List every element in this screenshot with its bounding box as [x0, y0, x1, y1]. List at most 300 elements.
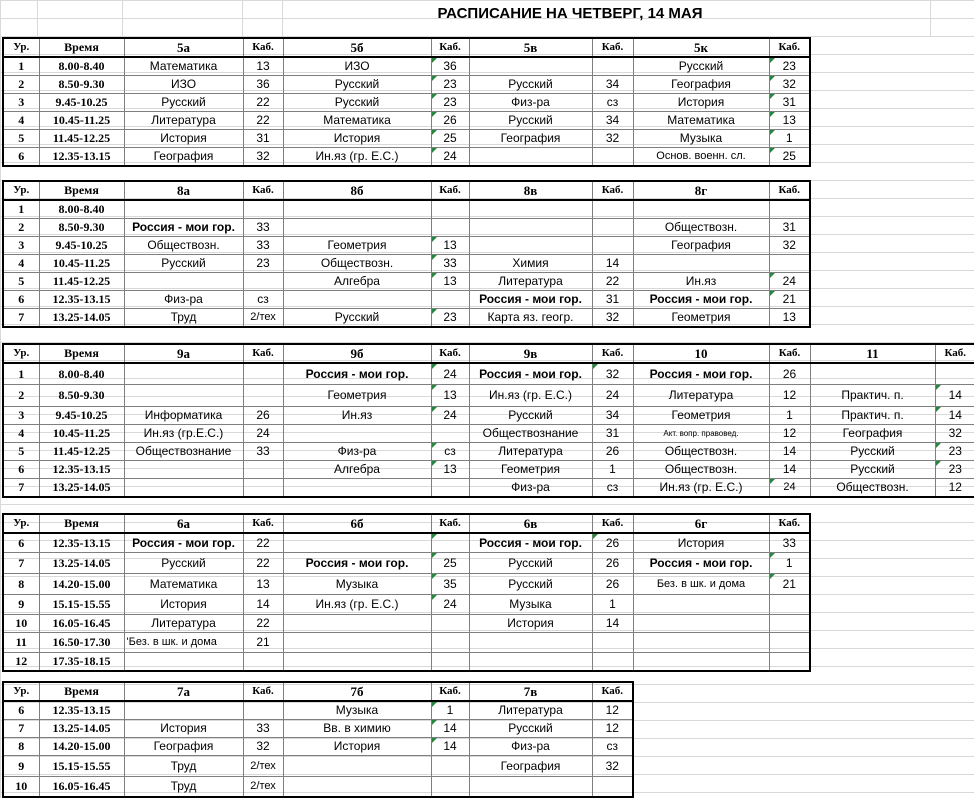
room-cell: 23: [769, 57, 810, 76]
subject-cell: Россия - мои гор.: [469, 533, 592, 553]
schedule-table-grade-6: [2, 513, 811, 672]
class-header: 5в: [469, 38, 592, 57]
room-cell: 33: [243, 219, 283, 237]
subject-cell: Литература: [469, 273, 592, 291]
room-cell: [243, 200, 283, 219]
room-cell: [431, 653, 469, 672]
room-cell: [592, 653, 633, 672]
lesson-number: 2: [3, 219, 39, 237]
room-cell: 22: [243, 94, 283, 112]
room-cell: [431, 200, 469, 219]
room-cell: 33: [243, 720, 283, 738]
subject-cell: Музыка: [633, 130, 769, 148]
subject-cell: [633, 615, 769, 633]
room-cell: 26: [769, 363, 810, 385]
subject-cell: География: [810, 425, 935, 443]
subject-cell: Геометрия: [633, 407, 769, 425]
subject-cell: География: [469, 756, 592, 777]
lesson-time: 13.25-14.05: [39, 720, 124, 738]
room-cell: 1: [592, 595, 633, 615]
lesson-time: 8.00-8.40: [39, 200, 124, 219]
room-cell: 1: [769, 407, 810, 425]
subject-cell: Труд: [124, 777, 243, 798]
room-cell: 32: [769, 76, 810, 94]
subject-cell: 'Без. в шк. и дома: [124, 633, 243, 653]
class-header: 9а: [124, 344, 243, 363]
room-cell: 1: [592, 461, 633, 479]
subject-cell: Русский: [469, 553, 592, 574]
class-header: 5б: [283, 38, 431, 57]
lesson-number: 1: [3, 363, 39, 385]
room-cell: 13: [431, 273, 469, 291]
time-header: Время: [39, 344, 124, 363]
subject-cell: Математика: [124, 57, 243, 76]
lesson-time: 9.45-10.25: [39, 94, 124, 112]
room-cell: сз: [592, 479, 633, 498]
subject-cell: [633, 595, 769, 615]
subject-cell: Ин.яз (гр. Е.С.): [283, 148, 431, 167]
subject-cell: История: [633, 533, 769, 553]
subject-cell: Обществозн.: [633, 219, 769, 237]
room-cell: 24: [243, 425, 283, 443]
subject-cell: [810, 363, 935, 385]
room-cell: сз: [592, 738, 633, 756]
subject-cell: Вв. в химию: [283, 720, 431, 738]
subject-cell: Математика: [124, 574, 243, 595]
subject-cell: [283, 219, 431, 237]
subject-cell: Физ-ра: [469, 479, 592, 498]
lesson-row: [3, 479, 974, 498]
room-cell: 23: [431, 309, 469, 328]
subject-cell: Труд: [124, 309, 243, 328]
subject-cell: Россия - мои гор.: [124, 533, 243, 553]
lesson-number-header: Ур.: [3, 514, 39, 533]
lesson-time: 10.45-11.25: [39, 112, 124, 130]
subject-cell: География: [469, 130, 592, 148]
page-title: РАСПИСАНИЕ НА ЧЕТВЕРГ, 14 МАЯ: [437, 5, 703, 22]
lesson-time: 16.05-16.45: [39, 615, 124, 633]
room-cell: [431, 777, 469, 798]
room-cell: [431, 219, 469, 237]
room-cell: [769, 595, 810, 615]
lesson-time: 8.00-8.40: [39, 57, 124, 76]
subject-cell: Физ-ра: [469, 94, 592, 112]
subject-cell: [633, 653, 769, 672]
room-cell: 26: [592, 574, 633, 595]
subject-cell: Геометрия: [283, 385, 431, 407]
lesson-number: 12: [3, 653, 39, 672]
subject-cell: [124, 479, 243, 498]
lesson-time: 10.45-11.25: [39, 255, 124, 273]
lesson-number-header: Ур.: [3, 682, 39, 701]
lesson-row: [3, 533, 810, 553]
lesson-row: [3, 385, 974, 407]
subject-cell: Информатика: [124, 407, 243, 425]
room-cell: 36: [243, 76, 283, 94]
room-cell: 22: [243, 112, 283, 130]
lesson-row: [3, 425, 974, 443]
room-cell: [592, 219, 633, 237]
subject-cell: Ин.яз (гр. Е.С.): [633, 479, 769, 498]
room-cell: 34: [592, 112, 633, 130]
subject-cell: Основ. военн. сл.: [633, 148, 769, 167]
room-cell: 25: [769, 148, 810, 167]
lesson-number: 3: [3, 237, 39, 255]
lesson-row: [3, 633, 810, 653]
subject-cell: [124, 653, 243, 672]
room-cell: [243, 653, 283, 672]
lesson-time: 11.45-12.25: [39, 130, 124, 148]
subject-cell: [633, 255, 769, 273]
room-cell: 12: [769, 385, 810, 407]
subject-cell: [469, 633, 592, 653]
room-cell: 13: [243, 57, 283, 76]
lesson-row: [3, 291, 810, 309]
subject-cell: Россия - мои гор.: [124, 219, 243, 237]
subject-cell: Русский: [124, 553, 243, 574]
room-cell: 35: [431, 574, 469, 595]
subject-cell: Русский: [469, 112, 592, 130]
room-header: Каб.: [769, 38, 810, 57]
header-row: [3, 682, 633, 701]
room-cell: 2/тех: [243, 756, 283, 777]
room-cell: 26: [431, 112, 469, 130]
subject-cell: Геометрия: [469, 461, 592, 479]
subject-cell: География: [633, 237, 769, 255]
header-row: [3, 514, 810, 533]
lesson-time: 12.35-13.15: [39, 701, 124, 720]
lesson-time: 12.35-13.15: [39, 291, 124, 309]
subject-cell: [124, 200, 243, 219]
room-cell: [431, 756, 469, 777]
subject-cell: [283, 777, 431, 798]
subject-cell: Алгебра: [283, 273, 431, 291]
room-cell: [431, 425, 469, 443]
subject-cell: [469, 219, 592, 237]
lesson-row: [3, 407, 974, 425]
room-cell: [592, 633, 633, 653]
lesson-row: [3, 595, 810, 615]
subject-cell: Математика: [633, 112, 769, 130]
subject-cell: Россия - мои гор.: [283, 363, 431, 385]
lesson-number-header: Ур.: [3, 181, 39, 200]
class-header: 5к: [633, 38, 769, 57]
subject-cell: [469, 237, 592, 255]
room-cell: [243, 273, 283, 291]
lesson-time: 8.00-8.40: [39, 363, 124, 385]
subject-cell: [124, 461, 243, 479]
room-header: Каб.: [431, 514, 469, 533]
room-cell: 26: [243, 407, 283, 425]
subject-cell: Русский: [124, 255, 243, 273]
lesson-row: [3, 237, 810, 255]
room-cell: 14: [935, 407, 974, 425]
subject-cell: [283, 756, 431, 777]
room-header: Каб.: [243, 344, 283, 363]
room-cell: 24: [769, 479, 810, 498]
lesson-time: 8.50-9.30: [39, 219, 124, 237]
room-cell: 24: [431, 407, 469, 425]
room-cell: 26: [592, 533, 633, 553]
room-cell: [243, 385, 283, 407]
subject-cell: [469, 148, 592, 167]
subject-cell: Русский: [283, 309, 431, 328]
subject-cell: Обществознание: [124, 443, 243, 461]
room-cell: [592, 237, 633, 255]
room-cell: 32: [592, 756, 633, 777]
lesson-number: 10: [3, 615, 39, 633]
lesson-time: 14.20-15.00: [39, 574, 124, 595]
schedule-table-grade-5: [2, 37, 811, 167]
room-cell: 22: [243, 553, 283, 574]
lesson-row: [3, 720, 633, 738]
room-cell: 1: [769, 553, 810, 574]
lesson-row: [3, 57, 810, 76]
room-cell: 31: [243, 130, 283, 148]
subject-cell: [469, 777, 592, 798]
subject-cell: Обществозн.: [283, 255, 431, 273]
subject-cell: История: [633, 94, 769, 112]
room-header: Каб.: [243, 181, 283, 200]
lesson-row: [3, 443, 974, 461]
subject-cell: Россия - мои гор.: [283, 553, 431, 574]
room-cell: сз: [431, 443, 469, 461]
lesson-time: 13.25-14.05: [39, 553, 124, 574]
time-header: Время: [39, 682, 124, 701]
lesson-row: [3, 738, 633, 756]
room-cell: 2/тех: [243, 309, 283, 328]
room-cell: 14: [592, 255, 633, 273]
schedule-table-grade-8: [2, 180, 811, 328]
lesson-time: 14.20-15.00: [39, 738, 124, 756]
room-cell: 26: [592, 443, 633, 461]
room-cell: 22: [243, 533, 283, 553]
room-header: Каб.: [431, 682, 469, 701]
subject-cell: Физ-ра: [124, 291, 243, 309]
room-cell: 31: [769, 219, 810, 237]
room-cell: 21: [243, 633, 283, 653]
room-cell: 32: [243, 148, 283, 167]
room-cell: [243, 363, 283, 385]
subject-cell: Музыка: [283, 701, 431, 720]
room-cell: 32: [769, 237, 810, 255]
room-header: Каб.: [769, 344, 810, 363]
room-cell: 21: [769, 574, 810, 595]
room-cell: [592, 777, 633, 798]
room-header: Каб.: [769, 181, 810, 200]
subject-cell: Обществозн.: [124, 237, 243, 255]
lesson-number: 4: [3, 255, 39, 273]
class-header: 10: [633, 344, 769, 363]
subject-cell: ИЗО: [124, 76, 243, 94]
room-cell: 23: [935, 443, 974, 461]
subject-cell: Музыка: [469, 595, 592, 615]
room-cell: 32: [935, 425, 974, 443]
room-cell: 25: [431, 130, 469, 148]
room-cell: 33: [243, 237, 283, 255]
room-cell: 13: [431, 461, 469, 479]
lesson-row: [3, 553, 810, 574]
lesson-row: [3, 653, 810, 672]
lesson-number: 9: [3, 595, 39, 615]
room-cell: 22: [592, 273, 633, 291]
subject-cell: Русский: [469, 574, 592, 595]
lesson-number: 6: [3, 461, 39, 479]
lesson-number-header: Ур.: [3, 344, 39, 363]
subject-cell: География: [124, 738, 243, 756]
lesson-number: 5: [3, 130, 39, 148]
subject-cell: [124, 701, 243, 720]
lesson-row: [3, 130, 810, 148]
lesson-number: 8: [3, 574, 39, 595]
subject-cell: [283, 479, 431, 498]
room-cell: [243, 461, 283, 479]
lesson-number: 11: [3, 633, 39, 653]
subject-cell: Химия: [469, 255, 592, 273]
lesson-time: 15.15-15.55: [39, 756, 124, 777]
subject-cell: Математика: [283, 112, 431, 130]
room-cell: 24: [592, 385, 633, 407]
room-cell: [769, 255, 810, 273]
lesson-time: 9.45-10.25: [39, 407, 124, 425]
lesson-time: 8.50-9.30: [39, 385, 124, 407]
subject-cell: Практич. п.: [810, 407, 935, 425]
subject-cell: [469, 57, 592, 76]
subject-cell: Обществозн.: [633, 461, 769, 479]
room-header: Каб.: [431, 181, 469, 200]
room-cell: 13: [769, 309, 810, 328]
lesson-row: [3, 461, 974, 479]
room-header: Каб.: [592, 344, 633, 363]
room-cell: 33: [243, 443, 283, 461]
room-cell: 31: [769, 94, 810, 112]
class-header: 8б: [283, 181, 431, 200]
room-cell: 24: [431, 595, 469, 615]
lesson-number: 7: [3, 309, 39, 328]
room-header: Каб.: [243, 682, 283, 701]
room-header: Каб.: [592, 181, 633, 200]
class-header: 6б: [283, 514, 431, 533]
subject-cell: Литература: [469, 443, 592, 461]
room-cell: 23: [935, 461, 974, 479]
subject-cell: Россия - мои гор.: [633, 363, 769, 385]
room-cell: [769, 633, 810, 653]
room-cell: 14: [769, 443, 810, 461]
room-header: Каб.: [769, 514, 810, 533]
subject-cell: История: [124, 595, 243, 615]
lesson-number: 6: [3, 533, 39, 553]
lesson-number: 1: [3, 200, 39, 219]
lesson-row: [3, 148, 810, 167]
lesson-time: 17.35-18.15: [39, 653, 124, 672]
lesson-row: [3, 255, 810, 273]
subject-cell: Физ-ра: [283, 443, 431, 461]
lesson-time: 12.35-13.15: [39, 148, 124, 167]
room-cell: 14: [592, 615, 633, 633]
room-cell: 32: [592, 363, 633, 385]
subject-cell: [124, 363, 243, 385]
subject-cell: [283, 291, 431, 309]
lesson-number: 2: [3, 385, 39, 407]
lesson-number: 10: [3, 777, 39, 798]
subject-cell: Ин.яз (гр. Е.С.): [469, 385, 592, 407]
subject-cell: ИЗО: [283, 57, 431, 76]
room-header: Каб.: [431, 38, 469, 57]
lesson-time: 12.35-13.15: [39, 461, 124, 479]
subject-cell: Акт. вопр. правовед.: [633, 425, 769, 443]
room-cell: [431, 615, 469, 633]
room-cell: [243, 701, 283, 720]
subject-cell: Обществознание: [469, 425, 592, 443]
subject-cell: Литература: [633, 385, 769, 407]
room-cell: 33: [431, 255, 469, 273]
room-cell: [431, 479, 469, 498]
room-cell: 14: [431, 738, 469, 756]
subject-cell: Обществозн.: [633, 443, 769, 461]
subject-cell: История: [124, 130, 243, 148]
subject-cell: Ин.яз (гр. Е.С.): [283, 595, 431, 615]
room-cell: 23: [431, 94, 469, 112]
room-cell: 32: [592, 309, 633, 328]
room-cell: [769, 615, 810, 633]
room-cell: [592, 57, 633, 76]
room-cell: 24: [769, 273, 810, 291]
lesson-row: [3, 777, 633, 798]
class-header: 7б: [283, 682, 431, 701]
class-header: 6в: [469, 514, 592, 533]
room-cell: 23: [243, 255, 283, 273]
subject-cell: [283, 425, 431, 443]
room-cell: 23: [431, 76, 469, 94]
class-header: 7а: [124, 682, 243, 701]
room-cell: 14: [769, 461, 810, 479]
lesson-time: 9.45-10.25: [39, 237, 124, 255]
subject-cell: География: [124, 148, 243, 167]
subject-cell: Алгебра: [283, 461, 431, 479]
lesson-number: 7: [3, 553, 39, 574]
class-header: 11: [810, 344, 935, 363]
lesson-number: 7: [3, 720, 39, 738]
class-header: 8а: [124, 181, 243, 200]
lesson-time: 13.25-14.05: [39, 309, 124, 328]
time-header: Время: [39, 514, 124, 533]
subject-cell: География: [633, 76, 769, 94]
subject-cell: Россия - мои гор.: [633, 291, 769, 309]
room-cell: сз: [592, 94, 633, 112]
lesson-row: [3, 76, 810, 94]
lesson-row: [3, 615, 810, 633]
subject-cell: Без. в шк. и дома: [633, 574, 769, 595]
room-cell: 12: [769, 425, 810, 443]
subject-cell: Труд: [124, 756, 243, 777]
class-header: 5а: [124, 38, 243, 57]
subject-cell: Русский: [469, 720, 592, 738]
room-cell: 13: [431, 385, 469, 407]
subject-cell: [283, 633, 431, 653]
lesson-row: [3, 574, 810, 595]
lesson-row: [3, 112, 810, 130]
room-cell: 32: [243, 738, 283, 756]
subject-cell: Ин.яз: [283, 407, 431, 425]
lesson-number: 5: [3, 443, 39, 461]
lesson-number: 7: [3, 479, 39, 498]
room-cell: 22: [243, 615, 283, 633]
lesson-number: 6: [3, 701, 39, 720]
lesson-number: 5: [3, 273, 39, 291]
class-header: 8в: [469, 181, 592, 200]
time-header: Время: [39, 38, 124, 57]
room-header: Каб.: [592, 38, 633, 57]
